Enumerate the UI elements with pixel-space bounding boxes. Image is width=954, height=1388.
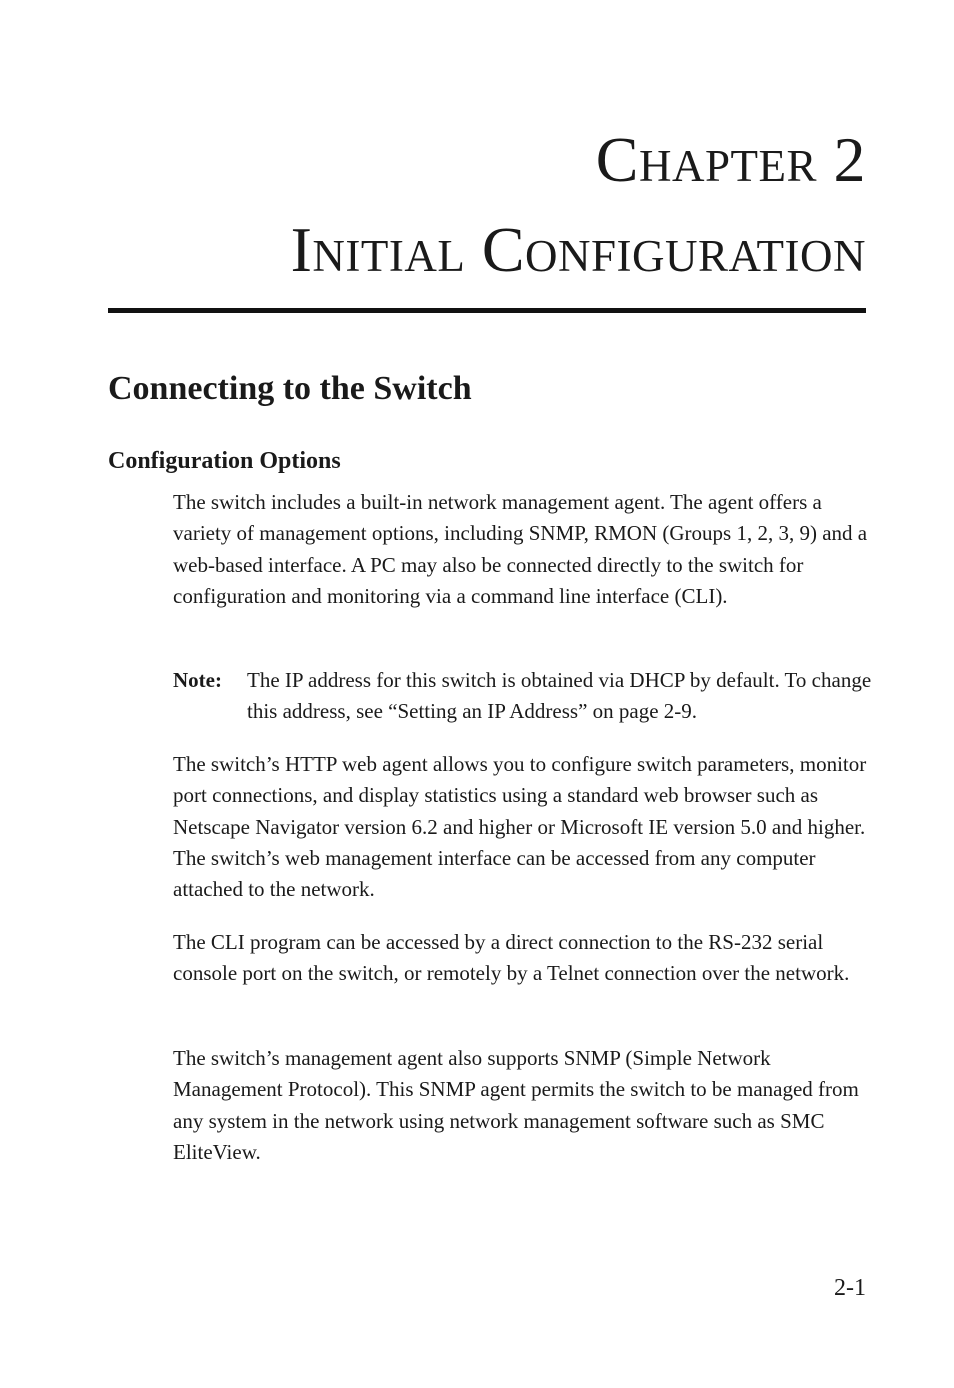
section-heading: Connecting to the Switch bbox=[108, 370, 472, 407]
body-paragraph: The CLI program can be accessed by a direct connection to the RS-232 serial console port on the switch, or remotely by a Telnet connection over the network. bbox=[173, 930, 850, 986]
chapter-divider-rule bbox=[108, 308, 866, 313]
subsection-heading: Configuration Options bbox=[108, 448, 341, 474]
body-paragraph: The switch includes a built-in network management agent. The agent offers a variety of management options, including SNMP, RMON (Groups 1, 2, 3, 9) and a web-based interface. A PC may also be connected directly to the switch for configuration and monitoring via a command line interface (CLI). bbox=[173, 490, 868, 608]
chapter-number: Chapter 2 bbox=[595, 124, 866, 195]
body-paragraph: The switch’s management agent also supports SNMP (Simple Network Management Protocol). This SNMP agent permits the switch to be managed from any system in the network using network management software such as SMC EliteView. bbox=[173, 1046, 859, 1164]
body-paragraph: The switch’s HTTP web agent allows you to configure switch parameters, monitor port connections, and display statistics using a standard web browser such as Netscape Navigator version 6.2 and higher or Microsoft IE version 5.0 and higher. The switch’s web management interface can be accessed from any computer attached to the network. bbox=[173, 752, 867, 902]
note-label: Note: bbox=[173, 668, 222, 692]
page-number: 2-1 bbox=[834, 1275, 866, 1301]
note-text: The IP address for this switch is obtained via DHCP by default. To change this address, see “Setting an IP Address” on page 2-9. bbox=[247, 668, 872, 724]
chapter-title: Initial Configuration bbox=[290, 214, 866, 285]
